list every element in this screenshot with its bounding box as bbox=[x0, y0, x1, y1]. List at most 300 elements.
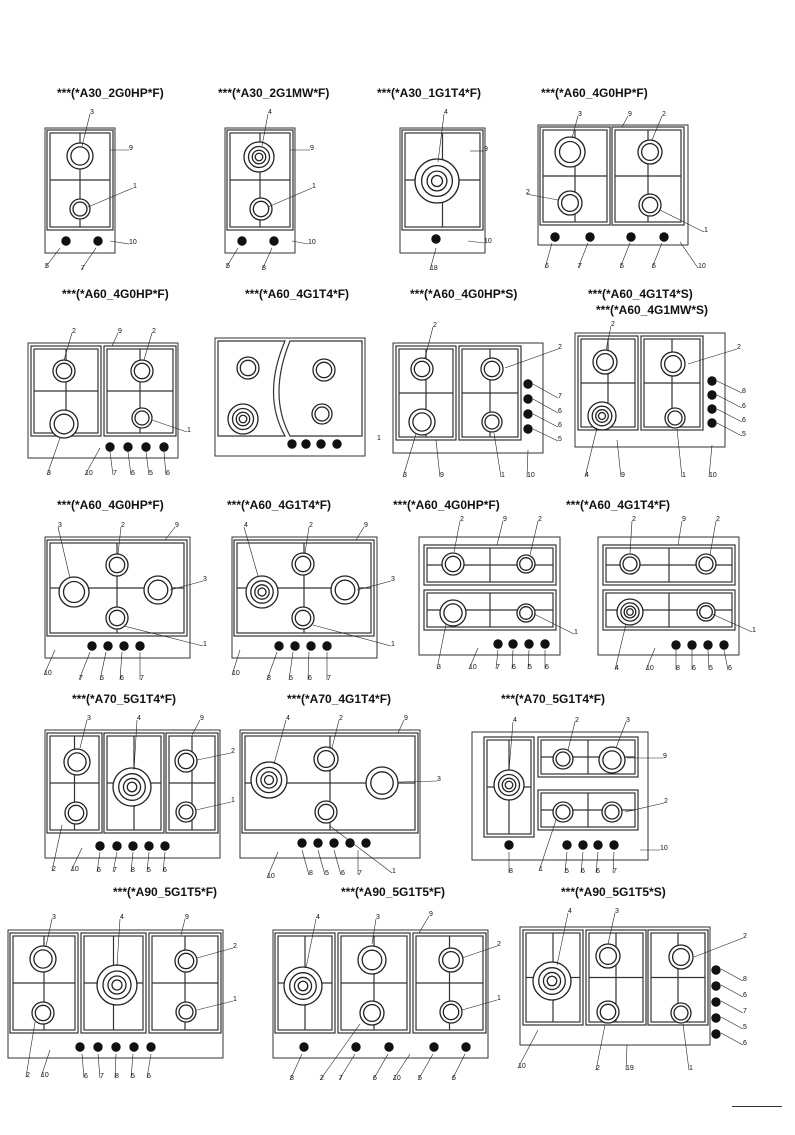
control-knob bbox=[106, 443, 114, 451]
callout-label: 9 bbox=[663, 753, 667, 760]
burner-cap bbox=[35, 1005, 50, 1020]
callout-label: 1 bbox=[133, 183, 137, 190]
callout-label: 18 bbox=[430, 265, 438, 272]
callout-label: 4 bbox=[585, 472, 589, 479]
callout-label: 5 bbox=[226, 263, 230, 270]
callout-label: 2 bbox=[558, 344, 562, 351]
model-title-18: ***(*A90_5G1T5*F) bbox=[341, 885, 446, 899]
callout-label: 10 bbox=[646, 665, 654, 672]
control-knob bbox=[579, 841, 587, 849]
callout-label: 10 bbox=[393, 1075, 401, 1082]
callout-label: 3 bbox=[437, 776, 441, 783]
callout-label: 9 bbox=[200, 715, 204, 722]
callout-label: 2 bbox=[339, 715, 343, 722]
callout-label: 5 bbox=[325, 870, 329, 877]
callout-label: 9 bbox=[484, 146, 488, 153]
callout-label: 7 bbox=[79, 675, 83, 682]
control-knob bbox=[323, 642, 331, 650]
hob-a60-4g0hp-s bbox=[393, 322, 562, 479]
burner-cap bbox=[318, 751, 335, 768]
callout-label: 6 bbox=[743, 1040, 747, 1047]
burner-cap bbox=[68, 753, 86, 771]
burner-cap bbox=[335, 580, 355, 600]
burner-cap bbox=[623, 557, 637, 571]
callout-label: 2 bbox=[460, 516, 464, 523]
callout-label: 1 bbox=[704, 227, 708, 234]
burner-cap bbox=[642, 197, 657, 212]
leader-line bbox=[721, 969, 743, 981]
model-title-12: ***(*A60_4G0HP*F) bbox=[393, 498, 500, 512]
control-knob bbox=[94, 237, 102, 245]
callout-label: 2 bbox=[121, 522, 125, 529]
control-knob bbox=[712, 982, 720, 990]
control-knob bbox=[333, 440, 341, 448]
callout-label: 4 bbox=[513, 717, 517, 724]
callout-label: 1 bbox=[231, 797, 235, 804]
callout-label: 5 bbox=[45, 263, 49, 270]
burner-cap bbox=[178, 953, 193, 968]
callout-label: 2 bbox=[309, 522, 313, 529]
callout-label: 9 bbox=[621, 472, 625, 479]
leader-line bbox=[721, 1033, 743, 1045]
burner-cap bbox=[56, 363, 71, 378]
burner-cap bbox=[668, 411, 682, 425]
callout-label: 2 bbox=[575, 717, 579, 724]
control-knob bbox=[124, 443, 132, 451]
wok-core bbox=[298, 981, 308, 991]
callout-label: 7 bbox=[743, 1008, 747, 1015]
control-knob bbox=[112, 1043, 120, 1051]
control-knob bbox=[524, 410, 532, 418]
callout-label: 3 bbox=[403, 472, 407, 479]
callout-label: 3 bbox=[376, 914, 380, 921]
hob-a60-4g1t4-d bbox=[598, 516, 756, 672]
callout-label: 6 bbox=[163, 867, 167, 874]
callout-label: 6 bbox=[120, 675, 124, 682]
callout-label: 8 bbox=[131, 867, 135, 874]
burner-cap bbox=[371, 772, 393, 794]
callout-label: 3 bbox=[203, 576, 207, 583]
hob-a70-5g1t4-b bbox=[472, 717, 668, 875]
burner-cap bbox=[315, 407, 329, 421]
hob-a90-5g1t5-b bbox=[273, 911, 501, 1082]
burner-cap bbox=[699, 557, 713, 571]
control-knob bbox=[551, 233, 559, 241]
callout-label: 8 bbox=[290, 1075, 294, 1082]
model-title-10: ***(*A60_4G0HP*F) bbox=[57, 498, 164, 512]
callout-label: 9 bbox=[185, 914, 189, 921]
callout-label: 1 bbox=[501, 472, 505, 479]
callout-label: 2 bbox=[320, 1075, 324, 1082]
burner-cap bbox=[485, 415, 499, 429]
control-knob bbox=[708, 391, 716, 399]
model-title-11: ***(*A60_4G1T4*F) bbox=[227, 498, 332, 512]
control-knob bbox=[113, 842, 121, 850]
callout-label: 8 bbox=[743, 976, 747, 983]
control-knob bbox=[120, 642, 128, 650]
callout-label: 4 bbox=[244, 522, 248, 529]
callout-label: 6 bbox=[512, 664, 516, 671]
callout-label: 9 bbox=[682, 516, 686, 523]
burner-cap bbox=[179, 805, 193, 819]
callout-label: 10 bbox=[85, 470, 93, 477]
control-knob bbox=[352, 1043, 360, 1051]
leader-line bbox=[721, 1017, 743, 1029]
model-title-6: ***(*A60_4G1T4*F) bbox=[245, 287, 350, 301]
burner-cap bbox=[414, 361, 429, 376]
callout-label: 7 bbox=[140, 675, 144, 682]
wok-core bbox=[112, 980, 122, 990]
callout-label: 10 bbox=[484, 238, 492, 245]
callout-label: 2 bbox=[26, 1072, 30, 1079]
callout-label: 7 bbox=[558, 393, 562, 400]
hob-a60-4g0hp-a bbox=[526, 111, 708, 270]
wok-core bbox=[258, 588, 266, 596]
callout-label: 3 bbox=[615, 908, 619, 915]
control-knob bbox=[432, 235, 440, 243]
callout-label: 7 bbox=[113, 470, 117, 477]
model-title-19: ***(*A90_5G1T5*S) bbox=[561, 885, 666, 899]
callout-label: 7 bbox=[578, 263, 582, 270]
callout-label: 3 bbox=[52, 914, 56, 921]
callout-label: 3 bbox=[87, 715, 91, 722]
callout-label: 6 bbox=[742, 403, 746, 410]
model-title-2: ***(*A30_2G1MW*F) bbox=[218, 86, 330, 100]
callout-label: 6 bbox=[558, 422, 562, 429]
burner-cap bbox=[148, 580, 168, 600]
hob-a30-1g1t4 bbox=[400, 109, 492, 272]
callout-label: 6 bbox=[97, 867, 101, 874]
control-knob bbox=[563, 841, 571, 849]
callout-label: 6 bbox=[147, 1073, 151, 1080]
control-knob bbox=[300, 1043, 308, 1051]
burner-cap bbox=[295, 556, 310, 571]
control-knob bbox=[494, 640, 502, 648]
hob-a30-2g1mw bbox=[225, 109, 316, 272]
callout-label: 9 bbox=[628, 111, 632, 118]
control-knob bbox=[524, 425, 532, 433]
callout-label: 8 bbox=[676, 665, 680, 672]
burner-cap bbox=[600, 948, 617, 965]
wok-core bbox=[239, 415, 247, 423]
model-title-15: ***(*A70_4G1T4*F) bbox=[287, 692, 392, 706]
callout-label: 2 bbox=[538, 516, 542, 523]
control-knob bbox=[298, 839, 306, 847]
callout-label: 2 bbox=[664, 798, 668, 805]
callout-label: 10 bbox=[308, 239, 316, 246]
burner-cap bbox=[562, 195, 579, 212]
hob-a60-4g1t4-c bbox=[232, 522, 395, 682]
burner-cap bbox=[362, 950, 382, 970]
callout-label: 7 bbox=[327, 675, 331, 682]
callout-label: 1 bbox=[377, 435, 381, 442]
callout-label: 7 bbox=[100, 1073, 104, 1080]
callout-label: 9 bbox=[429, 911, 433, 918]
callout-label: 6 bbox=[166, 470, 170, 477]
burner-cap bbox=[673, 949, 690, 966]
callout-label: 6 bbox=[452, 1075, 456, 1082]
wok-core bbox=[265, 776, 274, 785]
control-knob bbox=[385, 1043, 393, 1051]
burner-cap bbox=[605, 805, 619, 819]
callout-label: 3 bbox=[391, 576, 395, 583]
leader-line bbox=[652, 243, 662, 268]
callout-label: 5 bbox=[100, 675, 104, 682]
callout-label: 10 bbox=[44, 670, 52, 677]
callout-label: 6 bbox=[728, 665, 732, 672]
control-knob bbox=[302, 440, 310, 448]
wok-core bbox=[599, 413, 606, 420]
control-knob bbox=[594, 841, 602, 849]
control-knob bbox=[505, 841, 513, 849]
callout-label: 10 bbox=[709, 472, 717, 479]
callout-label: 2 bbox=[632, 516, 636, 523]
control-knob bbox=[160, 443, 168, 451]
control-knob bbox=[307, 642, 315, 650]
model-title-16: ***(*A70_5G1T4*F) bbox=[501, 692, 606, 706]
control-knob bbox=[136, 642, 144, 650]
footer-rule bbox=[732, 1106, 782, 1107]
hob-a90-5g1t5-s bbox=[518, 908, 747, 1072]
callout-label: 9 bbox=[404, 715, 408, 722]
control-knob bbox=[509, 640, 517, 648]
callout-label: 2 bbox=[152, 328, 156, 335]
control-knob bbox=[672, 641, 680, 649]
control-knob bbox=[88, 642, 96, 650]
callout-label: 5 bbox=[528, 664, 532, 671]
control-knob bbox=[346, 839, 354, 847]
callout-label: 6 bbox=[581, 868, 585, 875]
control-knob bbox=[712, 998, 720, 1006]
control-knob bbox=[161, 842, 169, 850]
leader-line bbox=[721, 1001, 743, 1013]
wok-core bbox=[255, 153, 263, 161]
model-title-7: ***(*A60_4G0HP*S) bbox=[410, 287, 518, 301]
callout-label: 10 bbox=[71, 866, 79, 873]
callout-label: 2 bbox=[716, 516, 720, 523]
callout-label: 19 bbox=[626, 1065, 634, 1072]
burner-cap bbox=[68, 805, 83, 820]
callout-label: 6 bbox=[308, 675, 312, 682]
control-knob bbox=[524, 395, 532, 403]
callout-label: 2 bbox=[737, 344, 741, 351]
callout-label: 2 bbox=[233, 943, 237, 950]
burner-cap bbox=[700, 606, 713, 619]
callout-label: 9 bbox=[118, 328, 122, 335]
burner-cap bbox=[71, 147, 89, 165]
hob-a70-5g1t4-a bbox=[45, 715, 235, 874]
burner-cap bbox=[364, 1005, 381, 1022]
leader-line bbox=[680, 242, 698, 268]
callout-label: 4 bbox=[568, 908, 572, 915]
callout-label: 1 bbox=[312, 183, 316, 190]
callout-label: 1 bbox=[187, 427, 191, 434]
callout-label: 5 bbox=[742, 431, 746, 438]
callout-label: 8 bbox=[267, 675, 271, 682]
control-knob bbox=[362, 839, 370, 847]
callout-label: 2 bbox=[52, 866, 56, 873]
callout-label: 5 bbox=[620, 263, 624, 270]
model-title-13: ***(*A60_4G1T4*F) bbox=[566, 498, 671, 512]
hob-a60-4g1t4-curved bbox=[215, 338, 381, 456]
control-knob bbox=[462, 1043, 470, 1051]
model-title-17: ***(*A90_5G1T5*F) bbox=[113, 885, 218, 899]
callout-label: 8 bbox=[115, 1073, 119, 1080]
callout-label: 1 bbox=[391, 641, 395, 648]
control-knob bbox=[627, 233, 635, 241]
burner-cap bbox=[34, 950, 52, 968]
callout-label: 6 bbox=[84, 1073, 88, 1080]
burner-cap bbox=[556, 805, 570, 819]
callout-label: 7 bbox=[358, 870, 362, 877]
burner-cap bbox=[413, 413, 431, 431]
callout-label: 6 bbox=[558, 408, 562, 415]
callout-label: 7 bbox=[113, 867, 117, 874]
control-knob bbox=[291, 642, 299, 650]
control-knob bbox=[688, 641, 696, 649]
callout-label: 3 bbox=[626, 717, 630, 724]
callout-label: 6 bbox=[545, 263, 549, 270]
burner-cap bbox=[603, 751, 621, 769]
burner-cap bbox=[253, 201, 268, 216]
burner-cap bbox=[484, 361, 499, 376]
burner-cap bbox=[295, 610, 310, 625]
control-knob bbox=[712, 1014, 720, 1022]
callout-label: 1 bbox=[689, 1065, 693, 1072]
burner-cap bbox=[665, 356, 682, 373]
callout-label: 2 bbox=[662, 111, 666, 118]
control-knob bbox=[238, 237, 246, 245]
callout-label: 9 bbox=[364, 522, 368, 529]
hob-a90-5g1t5-a bbox=[8, 914, 237, 1080]
model-title-5: ***(*A60_4G0HP*F) bbox=[62, 287, 169, 301]
burner-cap bbox=[240, 360, 255, 375]
control-knob bbox=[541, 640, 549, 648]
callout-label: 6 bbox=[373, 1075, 377, 1082]
control-knob bbox=[270, 237, 278, 245]
wok-core bbox=[547, 976, 557, 986]
callout-label: 1 bbox=[682, 472, 686, 479]
callout-label: 9 bbox=[310, 145, 314, 152]
callout-label: 7 bbox=[81, 265, 85, 272]
hob-a30-2g0hp bbox=[45, 109, 137, 272]
burner-cap bbox=[109, 610, 124, 625]
callout-label: 10 bbox=[518, 1063, 526, 1070]
callout-label: 5 bbox=[131, 1073, 135, 1080]
callout-label: 10 bbox=[660, 845, 668, 852]
control-knob bbox=[275, 642, 283, 650]
callout-label: 1 bbox=[752, 627, 756, 634]
burner-cap bbox=[316, 362, 331, 377]
callout-label: 4 bbox=[316, 914, 320, 921]
leader-line bbox=[721, 985, 743, 997]
hob-frame bbox=[215, 338, 365, 456]
burner-cap bbox=[443, 952, 460, 969]
callout-label: 1 bbox=[233, 996, 237, 1003]
callout-label: 1 bbox=[203, 641, 207, 648]
control-knob bbox=[708, 377, 716, 385]
callout-label: 10 bbox=[698, 263, 706, 270]
wok-core bbox=[505, 781, 513, 789]
callout-label: 3 bbox=[58, 522, 62, 529]
callout-label: 3 bbox=[90, 109, 94, 116]
control-knob bbox=[62, 237, 70, 245]
callout-label: 6 bbox=[743, 992, 747, 999]
callout-label: 10 bbox=[469, 664, 477, 671]
callout-label: 10 bbox=[527, 472, 535, 479]
leader-line bbox=[620, 243, 630, 268]
callout-label: 5 bbox=[565, 868, 569, 875]
control-knob bbox=[317, 440, 325, 448]
hob-a60-4g0hp-c bbox=[44, 522, 207, 682]
burner-cap bbox=[600, 1004, 615, 1019]
burner-cap bbox=[135, 411, 149, 425]
callout-label: 7 bbox=[339, 1075, 343, 1082]
control-knob bbox=[147, 1043, 155, 1051]
callout-label: 9 bbox=[503, 516, 507, 523]
wok-core bbox=[127, 782, 137, 792]
callout-label: 2 bbox=[743, 933, 747, 940]
callout-label: 2 bbox=[72, 328, 76, 335]
callout-label: 3 bbox=[437, 664, 441, 671]
callout-label: 6 bbox=[341, 870, 345, 877]
callout-label: 2 bbox=[433, 322, 437, 329]
callout-label: 5 bbox=[709, 665, 713, 672]
burner-cap bbox=[444, 604, 462, 622]
control-knob bbox=[430, 1043, 438, 1051]
control-knob bbox=[712, 966, 720, 974]
burner-cap bbox=[674, 1006, 688, 1020]
model-title-3: ***(*A30_1G1T4*F) bbox=[377, 86, 482, 100]
control-knob bbox=[314, 839, 322, 847]
callout-label: 4 bbox=[286, 715, 290, 722]
callout-label: 8 bbox=[509, 868, 513, 875]
burner-cap bbox=[54, 414, 74, 434]
callout-label: 3 bbox=[47, 470, 51, 477]
wok-core bbox=[627, 609, 634, 616]
model-title-14: ***(*A70_5G1T4*F) bbox=[72, 692, 177, 706]
callout-label: 2 bbox=[231, 748, 235, 755]
callout-label: 1 bbox=[392, 868, 396, 875]
callout-label: 9 bbox=[440, 472, 444, 479]
burner-cap bbox=[560, 142, 581, 163]
callout-label: 7 bbox=[496, 664, 500, 671]
callout-label: 6 bbox=[545, 664, 549, 671]
callout-label: 2 bbox=[526, 189, 530, 196]
burner-cap bbox=[64, 582, 85, 603]
callout-label: 3 bbox=[578, 111, 582, 118]
control-knob bbox=[720, 641, 728, 649]
callout-label: 9 bbox=[129, 145, 133, 152]
burner-cap bbox=[520, 558, 533, 571]
control-knob bbox=[708, 405, 716, 413]
control-knob bbox=[660, 233, 668, 241]
burner-cap bbox=[73, 202, 87, 216]
callout-label: 1 bbox=[539, 866, 543, 873]
wok-core bbox=[432, 176, 443, 187]
control-knob bbox=[145, 842, 153, 850]
control-knob bbox=[142, 443, 150, 451]
callout-label: 6 bbox=[596, 868, 600, 875]
callout-label: 4 bbox=[444, 109, 448, 116]
callout-label: 10 bbox=[232, 670, 240, 677]
burner-cap bbox=[642, 144, 659, 161]
control-knob bbox=[129, 842, 137, 850]
callout-label: 5 bbox=[149, 470, 153, 477]
callout-label: 10 bbox=[41, 1072, 49, 1079]
callout-label: 4 bbox=[137, 715, 141, 722]
hob-frame bbox=[28, 343, 178, 458]
